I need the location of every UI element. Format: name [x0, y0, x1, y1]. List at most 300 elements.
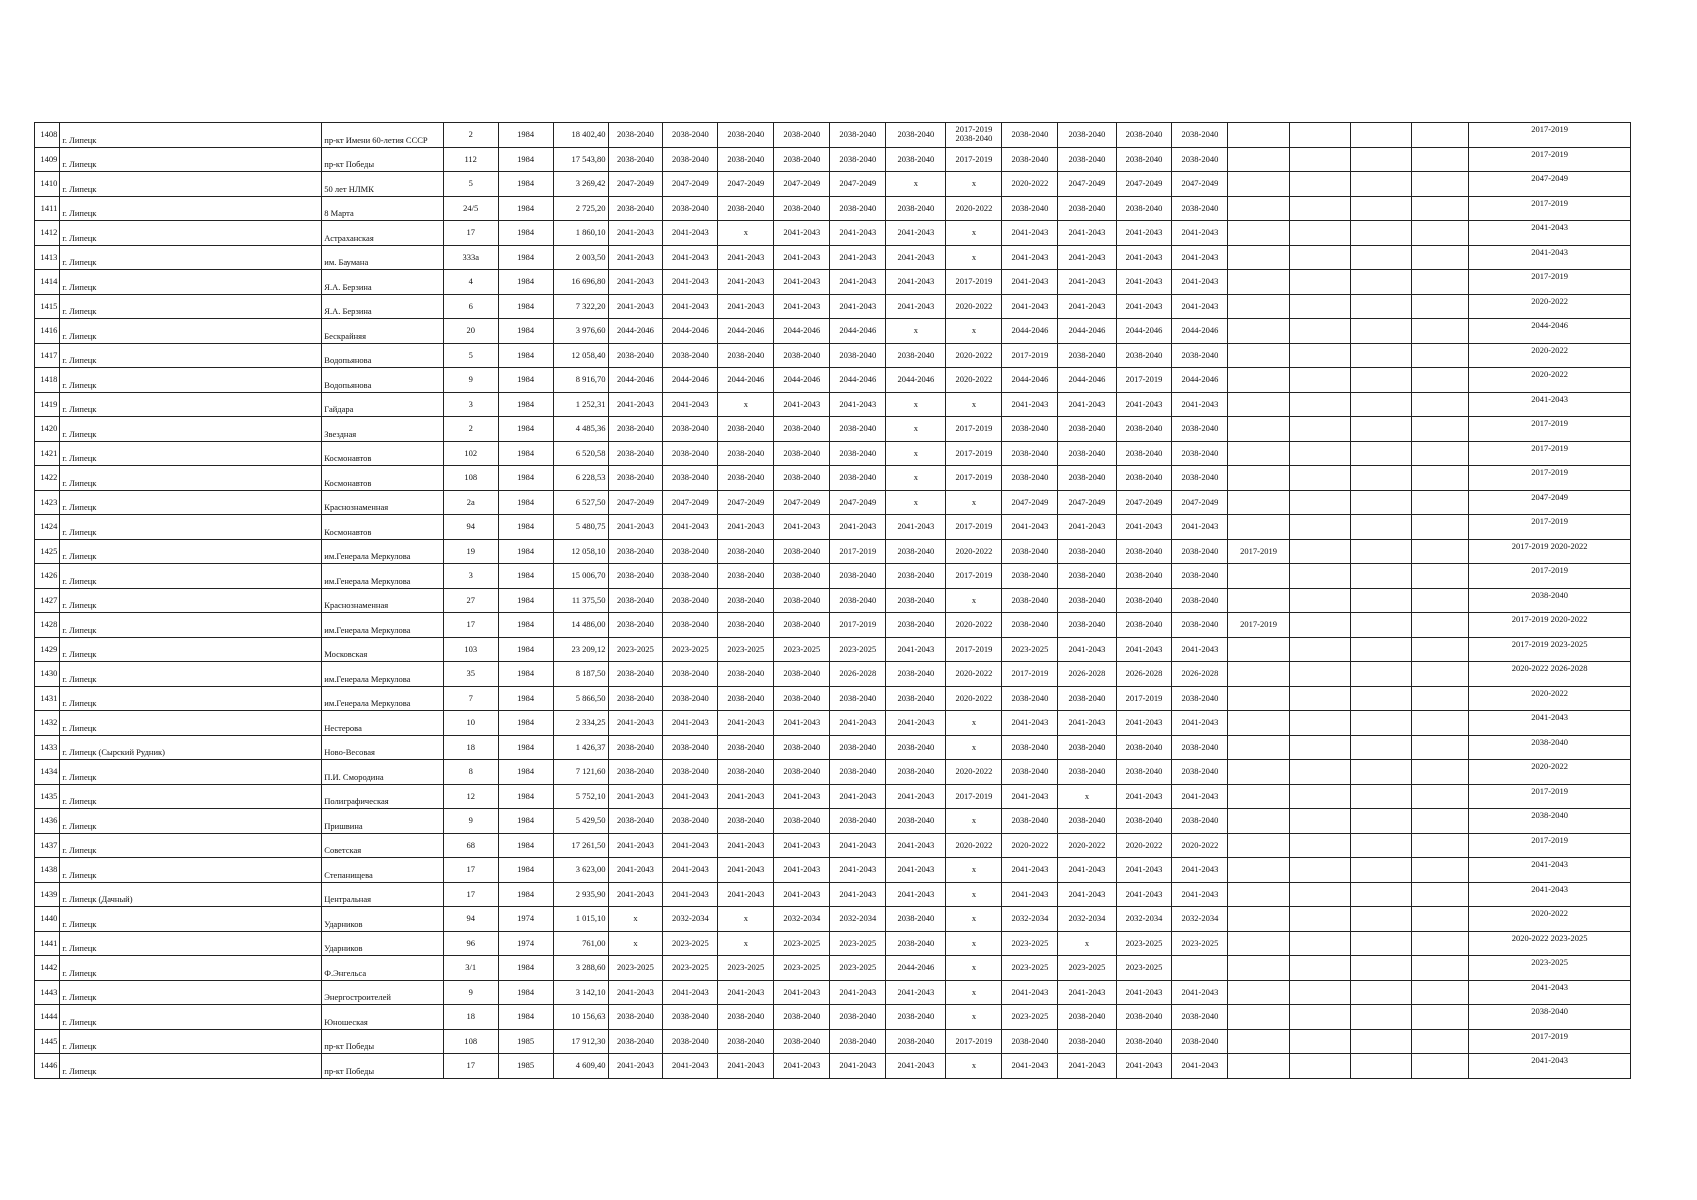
cell-period-8: 2038-2040 [1002, 466, 1058, 491]
cell-period-10: 2041-2043 [1116, 245, 1172, 270]
cell-period-5: 2023-2025 [830, 956, 886, 981]
cell-period-8: 2041-2043 [1002, 294, 1058, 319]
cell-period-2: 2041-2043 [663, 980, 718, 1005]
cell-extra-1 [1228, 1029, 1289, 1054]
cell-period-10: 2038-2040 [1116, 588, 1172, 613]
cell-row-number: 1437 [35, 833, 60, 858]
cell-street: Энергостроителей [322, 980, 443, 1005]
cell-period-5: 2038-2040 [830, 686, 886, 711]
cell-extra-3 [1350, 588, 1411, 613]
cell-extra-4 [1412, 147, 1469, 172]
cell-period-7: 2020-2022 [946, 613, 1002, 638]
cell-row-number: 1417 [35, 343, 60, 368]
cell-period-4: 2038-2040 [774, 809, 830, 834]
cell-row-number: 1415 [35, 294, 60, 319]
cell-period-3: 2038-2040 [718, 686, 774, 711]
cell-period-10: 2041-2043 [1116, 1054, 1172, 1079]
cell-period-6: 2041-2043 [886, 711, 946, 736]
cell-period-3: 2038-2040 [718, 539, 774, 564]
cell-period-3: 2041-2043 [718, 711, 774, 736]
cell-row-number: 1421 [35, 441, 60, 466]
cell-period-9: 2041-2043 [1058, 515, 1116, 540]
cell-period-10: 2017-2019 [1116, 686, 1172, 711]
cell-period-6: 2038-2040 [886, 123, 946, 148]
cell-street: пр-кт Победы [322, 147, 443, 172]
cell-period-11: 2041-2043 [1172, 784, 1228, 809]
cell-period-10: 2041-2043 [1116, 221, 1172, 246]
cell-period-4: 2038-2040 [774, 123, 830, 148]
cell-extra-4 [1412, 907, 1469, 932]
cell-period-9: 2041-2043 [1058, 392, 1116, 417]
cell-city: г. Липецк [60, 392, 322, 417]
cell-street: им.Генерала Меркулова [322, 539, 443, 564]
cell-period-6: 2041-2043 [886, 270, 946, 295]
cell-period-11: 2038-2040 [1172, 343, 1228, 368]
cell-period-11: 2041-2043 [1172, 515, 1228, 540]
cell-extra-2 [1289, 858, 1350, 883]
cell-period-11: 2038-2040 [1172, 196, 1228, 221]
cell-house-number: 9 [443, 368, 498, 393]
cell-final-period: 2041-2043 [1469, 980, 1631, 1005]
cell-period-9: 2041-2043 [1058, 245, 1116, 270]
cell-period-2: 2041-2043 [663, 221, 718, 246]
cell-period-7: x [946, 245, 1002, 270]
cell-extra-3 [1350, 735, 1411, 760]
cell-final-period: 2017-2019 [1469, 515, 1631, 540]
cell-extra-1 [1228, 564, 1289, 589]
cell-period-1: 2041-2043 [608, 392, 663, 417]
cell-extra-4 [1412, 956, 1469, 981]
cell-final-period: 2041-2043 [1469, 221, 1631, 246]
cell-house-number: 17 [443, 613, 498, 638]
cell-extra-4 [1412, 1005, 1469, 1030]
cell-period-8: 2041-2043 [1002, 245, 1058, 270]
cell-period-10: 2038-2040 [1116, 539, 1172, 564]
cell-extra-4 [1412, 343, 1469, 368]
cell-period-1: 2041-2043 [608, 980, 663, 1005]
cell-period-10: 2041-2043 [1116, 392, 1172, 417]
cell-city: г. Липецк (Сырский Рудник) [60, 735, 322, 760]
cell-city: г. Липецк [60, 662, 322, 687]
table-row [35, 515, 1631, 540]
cell-period-6: 2038-2040 [886, 588, 946, 613]
cell-area: 23 209,12 [553, 637, 608, 662]
cell-period-1: 2041-2043 [608, 882, 663, 907]
cell-period-10: 2038-2040 [1116, 735, 1172, 760]
cell-period-10: 2038-2040 [1116, 564, 1172, 589]
cell-street: Нестерова [322, 711, 443, 736]
cell-extra-2 [1289, 294, 1350, 319]
cell-period-1: 2038-2040 [608, 1005, 663, 1030]
cell-street: Астраханская [322, 221, 443, 246]
cell-period-1: 2047-2049 [608, 172, 663, 197]
cell-period-11: 2041-2043 [1172, 294, 1228, 319]
cell-period-5: 2038-2040 [830, 123, 886, 148]
cell-extra-1 [1228, 637, 1289, 662]
cell-extra-2 [1289, 319, 1350, 344]
cell-period-2: 2038-2040 [663, 662, 718, 687]
cell-period-6: x [886, 466, 946, 491]
cell-extra-1 [1228, 833, 1289, 858]
cell-period-7: 2017-2019 [946, 564, 1002, 589]
cell-house-number: 17 [443, 858, 498, 883]
cell-period-11: 2041-2043 [1172, 270, 1228, 295]
cell-period-2: 2038-2040 [663, 735, 718, 760]
cell-extra-4 [1412, 784, 1469, 809]
cell-extra-4 [1412, 1029, 1469, 1054]
cell-period-10: 2038-2040 [1116, 147, 1172, 172]
cell-extra-4 [1412, 564, 1469, 589]
cell-extra-3 [1350, 392, 1411, 417]
cell-street: Гайдара [322, 392, 443, 417]
cell-period-11: 2041-2043 [1172, 711, 1228, 736]
cell-city: г. Липецк [60, 172, 322, 197]
cell-extra-4 [1412, 123, 1469, 148]
cell-house-number: 2 [443, 417, 498, 442]
cell-extra-3 [1350, 1005, 1411, 1030]
cell-extra-3 [1350, 637, 1411, 662]
cell-extra-3 [1350, 760, 1411, 785]
cell-final-period: 2020-2022 [1469, 686, 1631, 711]
cell-period-5: 2044-2046 [830, 368, 886, 393]
cell-extra-1 [1228, 221, 1289, 246]
cell-period-8: 2023-2025 [1002, 956, 1058, 981]
cell-row-number: 1445 [35, 1029, 60, 1054]
cell-extra-4 [1412, 368, 1469, 393]
cell-period-9: 2038-2040 [1058, 735, 1116, 760]
cell-period-7: 2020-2022 [946, 539, 1002, 564]
cell-period-11: 2041-2043 [1172, 980, 1228, 1005]
cell-period-9: 2038-2040 [1058, 417, 1116, 442]
cell-city: г. Липецк [60, 1029, 322, 1054]
cell-extra-2 [1289, 368, 1350, 393]
cell-extra-3 [1350, 858, 1411, 883]
cell-period-4: 2038-2040 [774, 466, 830, 491]
cell-period-3: 2038-2040 [718, 662, 774, 687]
cell-row-number: 1413 [35, 245, 60, 270]
cell-period-6: 2038-2040 [886, 760, 946, 785]
cell-year-built: 1984 [498, 221, 553, 246]
cell-period-3: 2038-2040 [718, 735, 774, 760]
cell-period-5: 2023-2025 [830, 637, 886, 662]
cell-period-4: 2038-2040 [774, 662, 830, 687]
cell-period-7: x [946, 980, 1002, 1005]
cell-year-built: 1984 [498, 858, 553, 883]
cell-house-number: 94 [443, 515, 498, 540]
cell-row-number: 1428 [35, 613, 60, 638]
cell-extra-4 [1412, 221, 1469, 246]
cell-period-10: 2038-2040 [1116, 809, 1172, 834]
cell-city: г. Липецк [60, 980, 322, 1005]
cell-extra-1 [1228, 907, 1289, 932]
cell-period-4: 2038-2040 [774, 1005, 830, 1030]
cell-street: П.И. Смородина [322, 760, 443, 785]
cell-period-6: 2038-2040 [886, 686, 946, 711]
cell-final-period: 2017-2019 [1469, 564, 1631, 589]
schedule-table-container [34, 122, 1631, 1079]
cell-period-5: 2038-2040 [830, 147, 886, 172]
cell-final-period: 2017-2019 [1469, 147, 1631, 172]
cell-period-8: 2041-2043 [1002, 221, 1058, 246]
cell-period-9: 2023-2025 [1058, 956, 1116, 981]
table-row [35, 392, 1631, 417]
cell-period-4: 2041-2043 [774, 784, 830, 809]
table-body [35, 123, 1631, 1079]
cell-period-1: 2038-2040 [608, 343, 663, 368]
cell-year-built: 1984 [498, 980, 553, 1005]
cell-period-1: 2038-2040 [608, 588, 663, 613]
cell-house-number: 112 [443, 147, 498, 172]
cell-extra-4 [1412, 858, 1469, 883]
cell-period-6: 2041-2043 [886, 1054, 946, 1079]
cell-period-10: 2047-2049 [1116, 490, 1172, 515]
cell-extra-1 [1228, 270, 1289, 295]
table-row [35, 784, 1631, 809]
cell-extra-1 [1228, 931, 1289, 956]
cell-period-7: x [946, 858, 1002, 883]
cell-period-8: 2017-2019 [1002, 343, 1058, 368]
cell-period-5: 2041-2043 [830, 245, 886, 270]
cell-house-number: 18 [443, 1005, 498, 1030]
cell-period-2: 2047-2049 [663, 172, 718, 197]
cell-extra-1 [1228, 1054, 1289, 1079]
cell-period-11: 2041-2043 [1172, 858, 1228, 883]
cell-period-2: 2041-2043 [663, 1054, 718, 1079]
cell-year-built: 1984 [498, 1005, 553, 1030]
cell-period-1: 2041-2043 [608, 270, 663, 295]
cell-extra-3 [1350, 172, 1411, 197]
cell-extra-4 [1412, 735, 1469, 760]
cell-period-8: 2038-2040 [1002, 539, 1058, 564]
cell-period-6: 2038-2040 [886, 809, 946, 834]
cell-city: г. Липецк [60, 441, 322, 466]
cell-city: г. Липецк [60, 1005, 322, 1030]
cell-final-period: 2017-2019 [1469, 441, 1631, 466]
cell-final-period: 2038-2040 [1469, 735, 1631, 760]
cell-row-number: 1440 [35, 907, 60, 932]
cell-year-built: 1984 [498, 833, 553, 858]
cell-period-7: x [946, 490, 1002, 515]
cell-period-3: x [718, 907, 774, 932]
cell-period-3: 2041-2043 [718, 270, 774, 295]
cell-street: Бескрайняя [322, 319, 443, 344]
cell-extra-1 [1228, 294, 1289, 319]
cell-period-2: 2041-2043 [663, 711, 718, 736]
cell-period-3: 2038-2040 [718, 564, 774, 589]
cell-final-period: 2041-2043 [1469, 882, 1631, 907]
cell-period-6: x [886, 417, 946, 442]
cell-period-2: 2038-2040 [663, 564, 718, 589]
cell-period-2: 2023-2025 [663, 637, 718, 662]
cell-extra-4 [1412, 245, 1469, 270]
cell-period-1: 2044-2046 [608, 368, 663, 393]
cell-year-built: 1974 [498, 907, 553, 932]
cell-period-1: 2038-2040 [608, 735, 663, 760]
cell-city: г. Липецк [60, 784, 322, 809]
table-row [35, 270, 1631, 295]
cell-area: 4 609,40 [553, 1054, 608, 1079]
cell-period-10: 2041-2043 [1116, 637, 1172, 662]
cell-area: 18 402,40 [553, 123, 608, 148]
table-row [35, 931, 1631, 956]
table-row [35, 441, 1631, 466]
cell-extra-3 [1350, 662, 1411, 687]
cell-period-8: 2038-2040 [1002, 760, 1058, 785]
table-row [35, 147, 1631, 172]
cell-period-7: x [946, 711, 1002, 736]
cell-extra-2 [1289, 343, 1350, 368]
cell-period-4: 2041-2043 [774, 392, 830, 417]
cell-period-2: 2041-2043 [663, 784, 718, 809]
cell-period-2: 2044-2046 [663, 368, 718, 393]
cell-period-10: 2038-2040 [1116, 343, 1172, 368]
cell-extra-2 [1289, 735, 1350, 760]
cell-period-9: 2020-2022 [1058, 833, 1116, 858]
cell-period-6: 2038-2040 [886, 662, 946, 687]
cell-extra-1 [1228, 980, 1289, 1005]
cell-extra-2 [1289, 1005, 1350, 1030]
cell-period-4: 2041-2043 [774, 833, 830, 858]
cell-period-11: 2038-2040 [1172, 686, 1228, 711]
cell-period-8: 2038-2040 [1002, 196, 1058, 221]
cell-city: г. Липецк [60, 245, 322, 270]
cell-period-10: 2020-2022 [1116, 833, 1172, 858]
cell-final-period: 2038-2040 [1469, 1005, 1631, 1030]
cell-extra-2 [1289, 882, 1350, 907]
cell-period-7: 2017-2019 [946, 417, 1002, 442]
cell-period-8: 2020-2022 [1002, 833, 1058, 858]
table-row [35, 368, 1631, 393]
cell-period-5: 2038-2040 [830, 466, 886, 491]
cell-period-6: 2038-2040 [886, 196, 946, 221]
cell-extra-1 [1228, 588, 1289, 613]
cell-period-7: x [946, 882, 1002, 907]
cell-period-1: 2038-2040 [608, 613, 663, 638]
cell-period-11: 2038-2040 [1172, 1005, 1228, 1030]
cell-period-9: 2041-2043 [1058, 858, 1116, 883]
cell-period-6: 2038-2040 [886, 613, 946, 638]
cell-period-10: 2041-2043 [1116, 270, 1172, 295]
cell-house-number: 10 [443, 711, 498, 736]
cell-period-3: 2041-2043 [718, 294, 774, 319]
cell-period-1: 2041-2043 [608, 221, 663, 246]
cell-extra-4 [1412, 515, 1469, 540]
cell-period-3: 2038-2040 [718, 123, 774, 148]
cell-row-number: 1443 [35, 980, 60, 1005]
cell-year-built: 1984 [498, 343, 553, 368]
cell-period-7: 2017-2019 [946, 147, 1002, 172]
cell-period-2: 2041-2043 [663, 392, 718, 417]
cell-extra-3 [1350, 613, 1411, 638]
cell-period-6: x [886, 441, 946, 466]
cell-house-number: 333а [443, 245, 498, 270]
cell-extra-3 [1350, 1054, 1411, 1079]
cell-period-3: 2038-2040 [718, 441, 774, 466]
cell-area: 4 485,36 [553, 417, 608, 442]
cell-house-number: 103 [443, 637, 498, 662]
cell-city: г. Липецк [60, 147, 322, 172]
cell-final-period: 2020-2022 [1469, 760, 1631, 785]
cell-period-11: 2038-2040 [1172, 539, 1228, 564]
cell-period-7: x [946, 1054, 1002, 1079]
cell-street: Степанищева [322, 858, 443, 883]
cell-period-2: 2047-2049 [663, 490, 718, 515]
cell-house-number: 6 [443, 294, 498, 319]
cell-period-2: 2041-2043 [663, 882, 718, 907]
cell-extra-3 [1350, 686, 1411, 711]
cell-city: г. Липецк [60, 588, 322, 613]
cell-extra-2 [1289, 809, 1350, 834]
cell-extra-3 [1350, 980, 1411, 1005]
cell-period-11: 2038-2040 [1172, 441, 1228, 466]
cell-period-1: 2041-2043 [608, 1054, 663, 1079]
cell-period-7: 2017-2019 [946, 515, 1002, 540]
cell-house-number: 94 [443, 907, 498, 932]
cell-period-10: 2047-2049 [1116, 172, 1172, 197]
cell-period-5: 2041-2043 [830, 392, 886, 417]
cell-city: г. Липецк [60, 368, 322, 393]
cell-period-7: 2017-2019 [946, 637, 1002, 662]
cell-extra-2 [1289, 637, 1350, 662]
cell-final-period: 2017-2019 [1469, 466, 1631, 491]
cell-period-4: 2038-2040 [774, 196, 830, 221]
cell-area: 2 003,50 [553, 245, 608, 270]
cell-period-11: 2020-2022 [1172, 833, 1228, 858]
table-row [35, 956, 1631, 981]
cell-house-number: 108 [443, 1029, 498, 1054]
cell-period-1: 2038-2040 [608, 441, 663, 466]
cell-period-7: 2017-2019 [946, 1029, 1002, 1054]
cell-house-number: 2а [443, 490, 498, 515]
cell-area: 14 486,00 [553, 613, 608, 638]
cell-extra-4 [1412, 490, 1469, 515]
cell-year-built: 1984 [498, 123, 553, 148]
cell-row-number: 1411 [35, 196, 60, 221]
cell-area: 6 228,53 [553, 466, 608, 491]
cell-period-4: 2038-2040 [774, 417, 830, 442]
cell-extra-2 [1289, 564, 1350, 589]
cell-final-period: 2023-2025 [1469, 956, 1631, 981]
cell-row-number: 1433 [35, 735, 60, 760]
cell-row-number: 1427 [35, 588, 60, 613]
cell-period-7: x [946, 392, 1002, 417]
cell-row-number: 1422 [35, 466, 60, 491]
cell-period-11: 2041-2043 [1172, 882, 1228, 907]
cell-house-number: 68 [443, 833, 498, 858]
cell-city: г. Липецк [60, 319, 322, 344]
cell-period-10: 2041-2043 [1116, 784, 1172, 809]
cell-house-number: 5 [443, 343, 498, 368]
cell-period-1: 2038-2040 [608, 417, 663, 442]
cell-period-1: x [608, 931, 663, 956]
cell-period-1: 2038-2040 [608, 466, 663, 491]
cell-period-4: 2041-2043 [774, 882, 830, 907]
cell-period-1: 2038-2040 [608, 564, 663, 589]
cell-city: г. Липецк [60, 221, 322, 246]
cell-period-8: 2038-2040 [1002, 809, 1058, 834]
cell-extra-3 [1350, 833, 1411, 858]
cell-period-5: 2041-2043 [830, 833, 886, 858]
cell-extra-4 [1412, 760, 1469, 785]
schedule-table [34, 122, 1631, 1079]
cell-period-1: 2038-2040 [608, 123, 663, 148]
cell-period-9: 2041-2043 [1058, 221, 1116, 246]
cell-period-5: 2038-2040 [830, 417, 886, 442]
cell-period-8: 2038-2040 [1002, 123, 1058, 148]
cell-period-4: 2041-2043 [774, 711, 830, 736]
cell-period-2: 2041-2043 [663, 515, 718, 540]
cell-final-period: 2017-2019 2020-2022 [1469, 613, 1631, 638]
